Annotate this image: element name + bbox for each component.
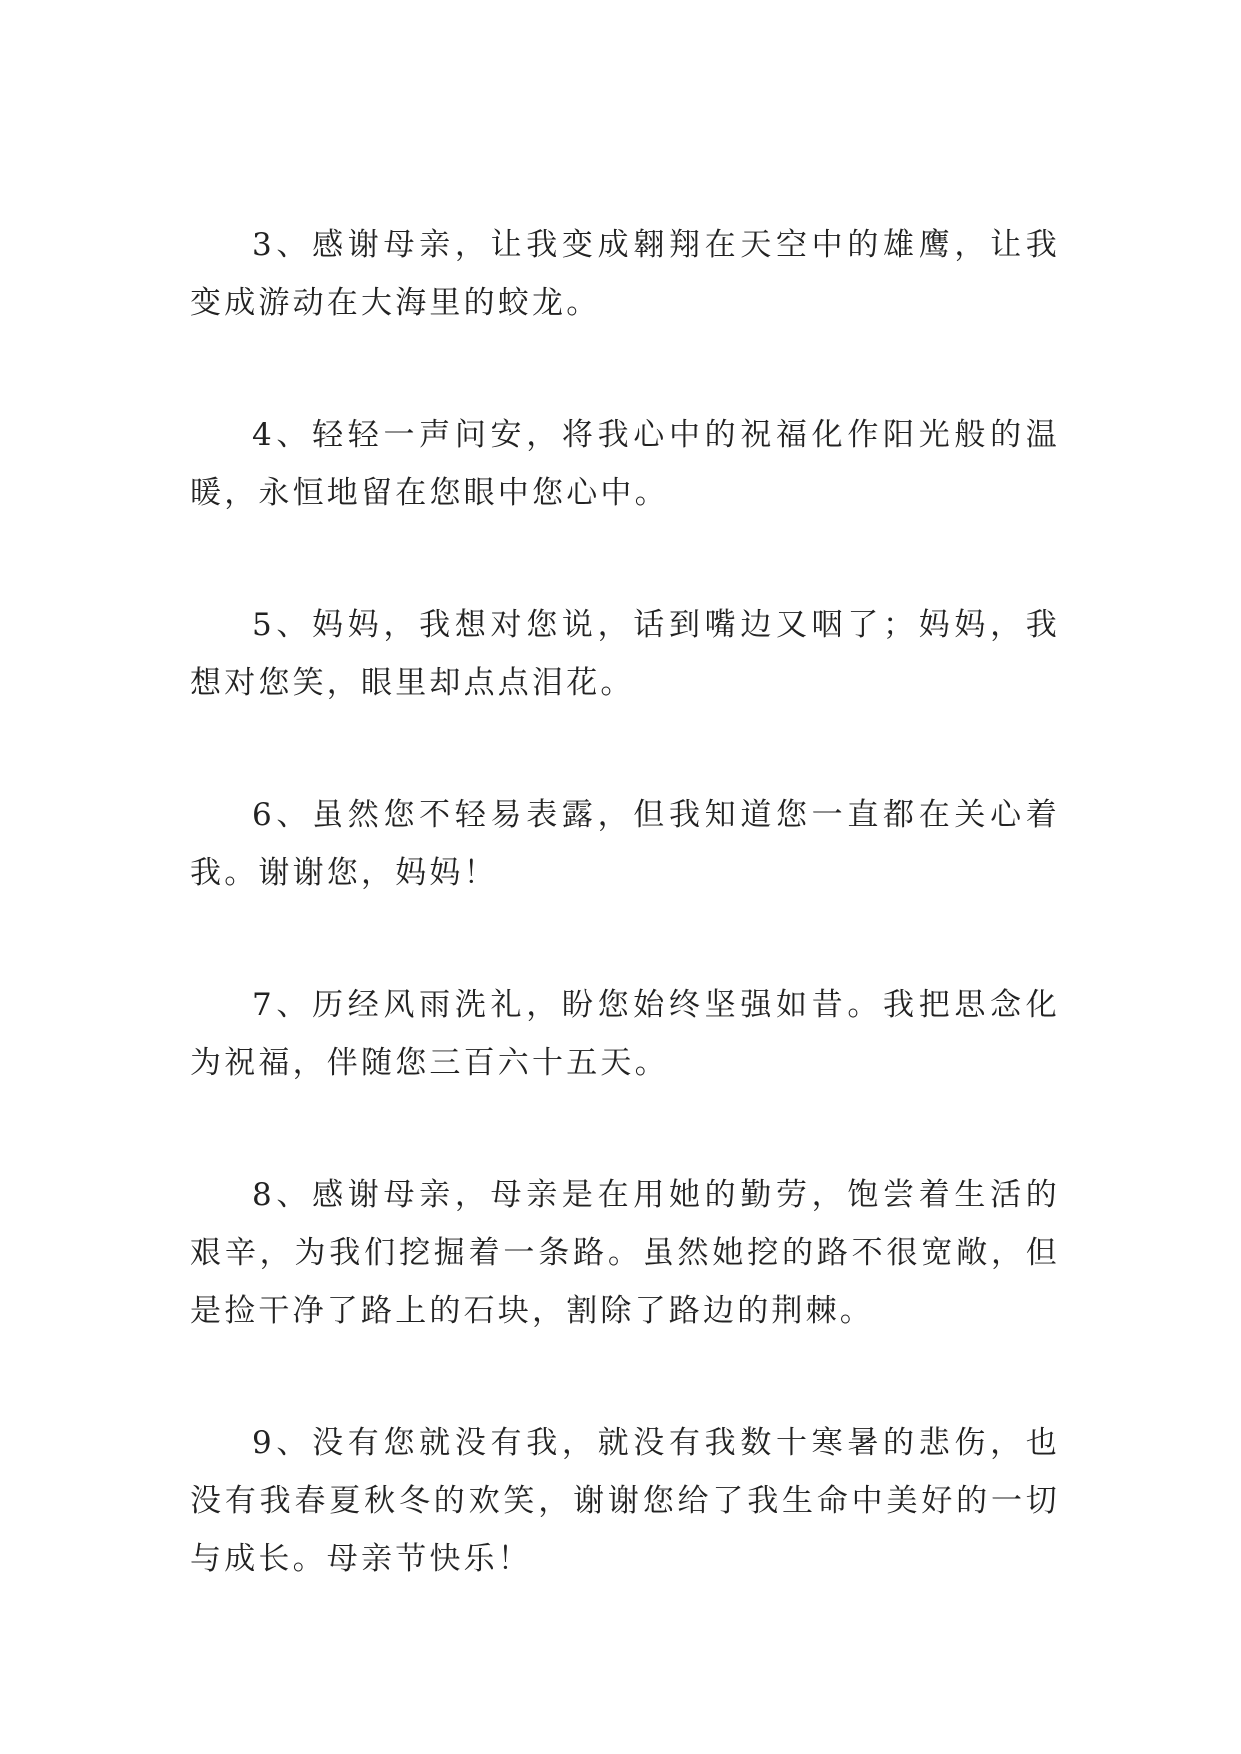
paragraph-5: 5、妈妈，我想对您说，话到嘴边又咽了；妈妈，我想对您笑，眼里却点点泪花。 — [190, 607, 1060, 701]
paragraph-8: 8、感谢母亲，母亲是在用她的勤劳，饱尝着生活的艰辛，为我们挖掘着一条路。虽然她挖的路不很宽敞，但是捡干净了路上的石块，割除了路边的荆棘。 — [190, 1177, 1060, 1329]
paragraph-9: 9、没有您就没有我，就没有我数十寒暑的悲伤，也没有我春夏秋冬的欢笑，谢谢您给了我生命中美好的一切与成长。母亲节快乐！ — [190, 1425, 1060, 1577]
paragraph-4: 4、轻轻一声问安，将我心中的祝福化作阳光般的温暖，永恒地留在您眼中您心中。 — [190, 417, 1060, 511]
paragraph-3: 3、感谢母亲，让我变成翱翔在天空中的雄鹰，让我变成游动在大海里的蛟龙。 — [190, 227, 1060, 321]
paragraph-7: 7、历经风雨洗礼，盼您始终坚强如昔。我把思念化为祝福，伴随您三百六十五天。 — [190, 987, 1060, 1081]
paragraph-6: 6、虽然您不轻易表露，但我知道您一直都在关心着我。谢谢您，妈妈！ — [190, 797, 1060, 891]
document-body — [190, 216, 1060, 1662]
